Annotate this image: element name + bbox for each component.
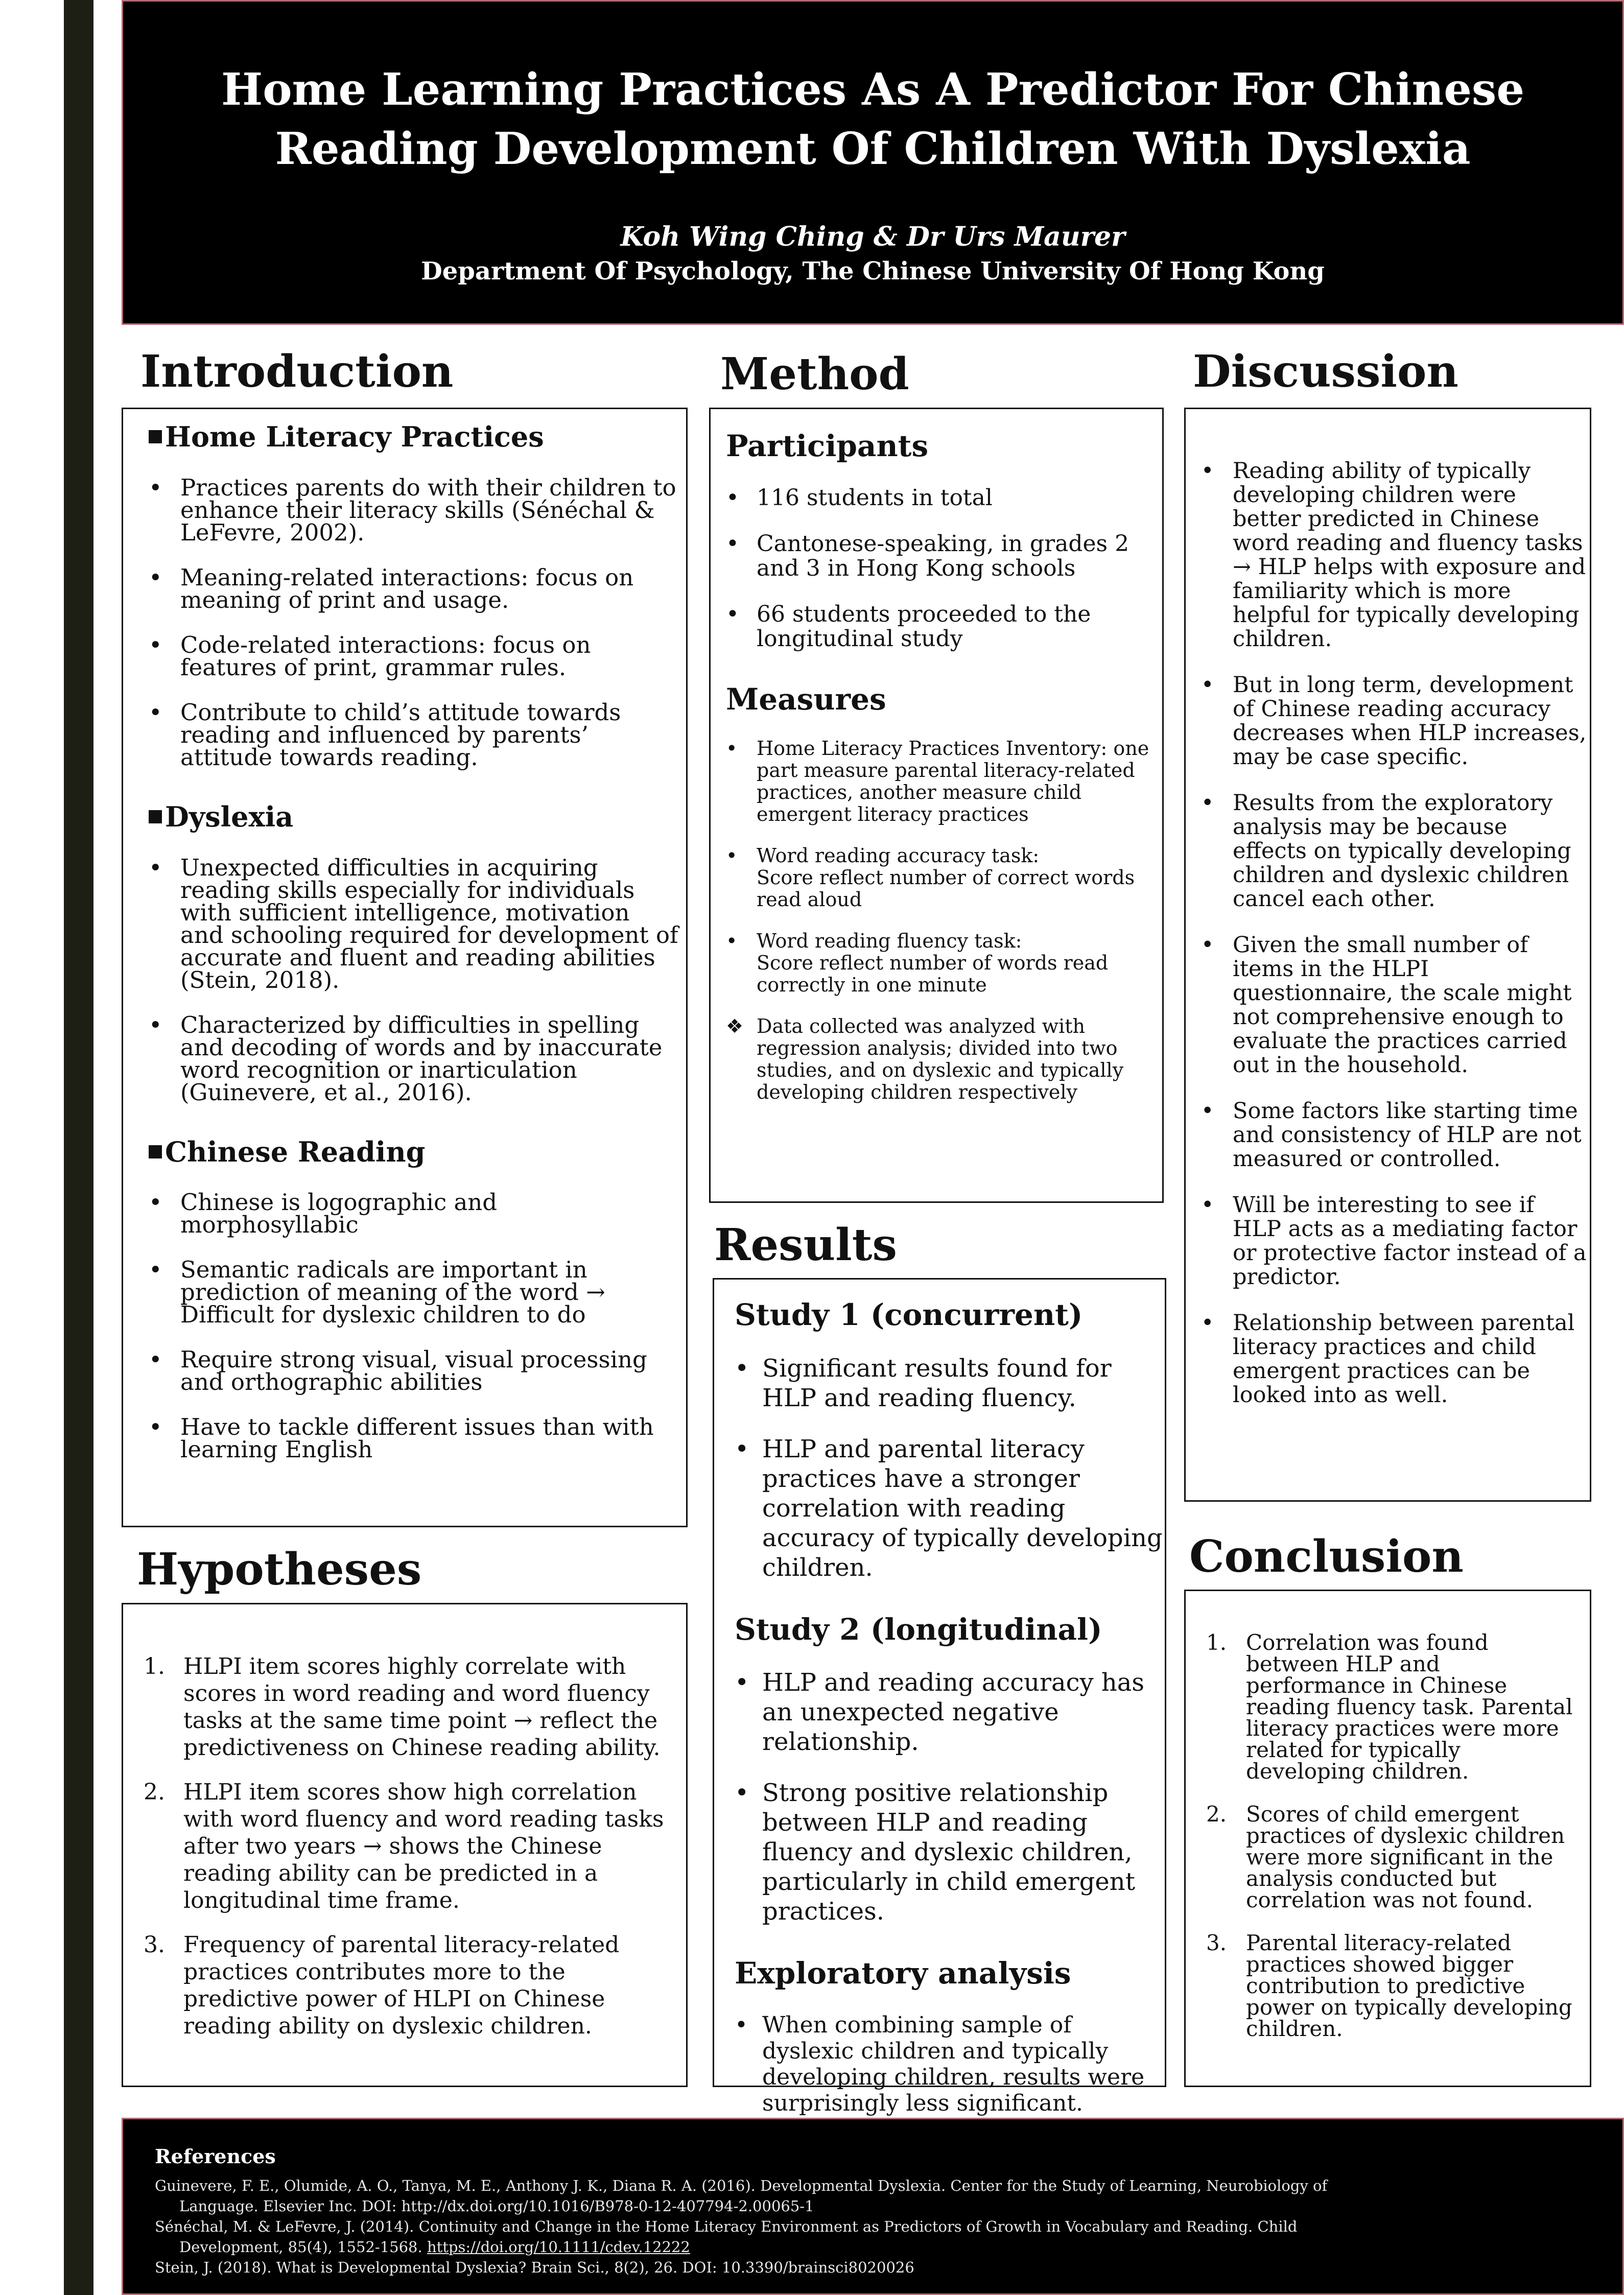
- hlp-heading: Home Literacy Practices: [149, 420, 680, 454]
- list-item: • Chinese is logographic and morphosyllabic: [149, 1189, 498, 1239]
- reference-item: Stein, J. (2018). What is Developmental Dyslexia? Brain Sci., 8(2), 26. DOI: 10.3390/brainsci8020026: [155, 2259, 914, 2276]
- list-item: 3. Frequency of parental literacy-related practices contributes more to the predictive power of HLPI on Chinese reading ability on dyslexic children.: [144, 1932, 620, 2039]
- reference-item: Guinevere, F. E., Olumide, A. O., Tanya, M. E., Anthony J. K., Diana R. A. (2016). Developmental Dyslexia. Center for the Study of Learning, Neurobiology of Language. Elsevier Inc. DOI: http://dx.doi.org/10.1016/B978-0-12-407794-2.00065-1: [155, 2177, 1328, 2215]
- chinese-reading-heading: Chinese Reading: [149, 1135, 680, 1169]
- list-item: • When combining sample of dyslexic children and typically developing children, results were surprisingly less significant.: [735, 2012, 1145, 2116]
- list-item: • Have to tackle different issues than with learning English: [149, 1413, 654, 1463]
- method-title: Method: [720, 348, 909, 400]
- list-item: • Code-related interactions: focus on features of print, grammar rules.: [149, 631, 591, 681]
- list-item: • Unexpected difficulties in acquiring reading skills especially for individuals with sufficient intelligence, motivation and schooling required for development of accurate and fluent and reading abilities (Stein, 2018).: [149, 854, 678, 993]
- poster-header: [122, 0, 1624, 325]
- list-item: 1. HLPI item scores highly correlate with scores in word reading and word fluency tasks at the same time point → reflect the predictiveness on Chinese reading ability.: [144, 1653, 661, 1761]
- side-decoration-bar: [64, 0, 93, 2295]
- list-item: • Cantonese-speaking, in grades 2 and 3 in Hong Kong schools: [726, 530, 1129, 581]
- list-item: • Strong positive relationship between HLP and reading fluency and dyslexic children, particularly in child emergent practices.: [735, 1779, 1135, 1926]
- exploratory-heading: Exploratory analysis: [735, 1956, 1071, 1991]
- list-item: • 66 students proceeded to the longitudinal study: [726, 601, 1091, 652]
- list-item: • Results from the exploratory analysis may be because effects on typically developing children and dyslexic children cancel each other.: [1201, 790, 1571, 912]
- list-item: 3. Parental literacy-related practices showed bigger contribution to predictive power on typically developing children.: [1206, 1930, 1572, 2041]
- participants-list: [726, 486, 1160, 651]
- study1-list: [735, 1354, 1164, 1582]
- list-item: • Contribute to child’s attitude towards reading and influenced by parents’ attitude towards reading.: [149, 698, 621, 771]
- list-item: • But in long term, development of Chinese reading accuracy decreases when HLP increases, may be case specific.: [1201, 672, 1587, 770]
- list-item: • Reading ability of typically developing children were better predicted in Chinese word reading and fluency tasks → HLP helps with exposure and familiarity which is more helpful for typically developing children.: [1201, 458, 1586, 652]
- discussion-title: Discussion: [1193, 346, 1458, 397]
- list-item: 2. Scores of child emergent practices of dyslexic children were more significant in the analysis conducted but correlation was not found.: [1206, 1802, 1565, 1912]
- results-title: Results: [714, 1219, 897, 1271]
- reference-item: Sénéchal, M. & LeFevre, J. (2014). Continuity and Change in the Home Literacy Environment as Predictors of Growth in Vocabulary and Reading. Child Development, 85(4), 1552-1568. https://doi.org/10.1111/cdev.12222: [155, 2218, 1298, 2256]
- participants-heading: Participants: [726, 429, 929, 463]
- study1-heading: Study 1 (concurrent): [735, 1297, 1083, 1332]
- conclusion-title: Conclusion: [1189, 1531, 1464, 1582]
- list-item: • Word reading fluency task: Score reflect number of words read correctly in one minute: [726, 930, 1109, 997]
- square-bullet-icon: [149, 1145, 162, 1158]
- list-item: • HLP and reading accuracy has an unexpected negative relationship.: [735, 1668, 1145, 1757]
- method-box: [709, 408, 1164, 1203]
- chinese-reading-list: [149, 1191, 680, 1461]
- list-item: • Practices parents do with their children to enhance their literacy skills (Sénéchal & LeFevre, 2002).: [149, 474, 676, 546]
- diamond-bullet-icon: ❖: [726, 1015, 744, 1038]
- introduction-box: [122, 408, 688, 1527]
- hypotheses-list: [144, 1653, 675, 2040]
- conclusion-box: [1184, 1590, 1591, 2087]
- title-line-1: Home Learning Practices As A Predictor For Chinese: [221, 64, 1525, 115]
- list-item: • Relationship between parental literacy practices and child emergent practices can be looked into as well.: [1201, 1310, 1575, 1408]
- hypotheses-title: Hypotheses: [137, 1544, 422, 1595]
- introduction-title: Introduction: [140, 346, 454, 397]
- analysis-note: ❖ Data collected was analyzed with regression analysis; divided into two studies, and on dyslexic and typically developing children respectively: [726, 1015, 1124, 1104]
- list-item: 1. Correlation was found between HLP and performance in Chinese reading fluency task. Parental literacy practices were more related for typically developing children.: [1206, 1630, 1573, 1784]
- reference-link[interactable]: https://doi.org/10.1111/cdev.12222: [427, 2238, 690, 2256]
- department: Department Of Psychology, The Chinese University Of Hong Kong: [421, 257, 1325, 286]
- references-list: [155, 2175, 1330, 2278]
- list-item: • Some factors like starting time and consistency of HLP are not measured or controlled.: [1201, 1098, 1582, 1172]
- references-footer: [122, 2118, 1624, 2295]
- list-item: • Significant results found for HLP and reading fluency.: [735, 1354, 1112, 1412]
- list-item: • Word reading accuracy task: Score reflect number of correct words read aloud: [726, 844, 1135, 911]
- hypotheses-box: [122, 1603, 688, 2087]
- list-item: • 116 students in total: [726, 484, 993, 511]
- list-item: • Characterized by difficulties in spelling and decoding of words and by inaccurate word recognition or inarticulation (Guinevere, et al., 2016).: [149, 1011, 663, 1106]
- square-bullet-icon: [149, 810, 162, 823]
- authors: Koh Wing Ching & Dr Urs Maurer: [620, 221, 1125, 252]
- hlp-list: [149, 474, 680, 771]
- dyslexia-heading: Dyslexia: [149, 800, 680, 834]
- list-item: • HLP and parental literacy practices have a stronger correlation with reading accuracy of typically developing children.: [735, 1434, 1163, 1582]
- list-item: • Semantic radicals are important in prediction of meaning of the word → Difficult for dyslexic children to do: [149, 1256, 605, 1329]
- list-item: • Will be interesting to see if HLP acts as a mediating factor or protective factor instead of a predictor.: [1201, 1192, 1587, 1290]
- list-item: • Home Literacy Practices Inventory: one part measure parental literacy-related practices, another measure child emergent literacy practices: [726, 737, 1149, 826]
- study2-list: [735, 1668, 1164, 1926]
- square-bullet-icon: [149, 430, 162, 443]
- discussion-box: [1184, 408, 1591, 1502]
- title-line-2: Reading Development Of Children With Dyslexia: [275, 123, 1471, 175]
- list-item: 2. HLPI item scores show high correlation with word fluency and word reading tasks after two years → shows the Chinese reading ability can be predicted in a longitudinal time frame.: [144, 1779, 664, 1913]
- measures-list: [726, 738, 1160, 1103]
- references-title: References: [155, 2145, 276, 2168]
- list-item: • Given the small number of items in the HLPI questionnaire, the scale might not comprehensive enough to evaluate the practices carried out in the household.: [1201, 932, 1572, 1078]
- study2-heading: Study 2 (longitudinal): [735, 1612, 1102, 1647]
- dyslexia-list: [149, 854, 680, 1106]
- exploratory-list: [735, 2012, 1164, 2116]
- conclusion-list: [1206, 1632, 1584, 2040]
- list-item: • Meaning-related interactions: focus on meaning of print and usage.: [149, 563, 634, 613]
- poster-title: [123, 60, 1622, 179]
- measures-heading: Measures: [726, 681, 886, 717]
- list-item: • Require strong visual, visual processing and orthographic abilities: [149, 1346, 647, 1396]
- discussion-list: [1201, 459, 1588, 1407]
- results-box: [713, 1278, 1166, 2116]
